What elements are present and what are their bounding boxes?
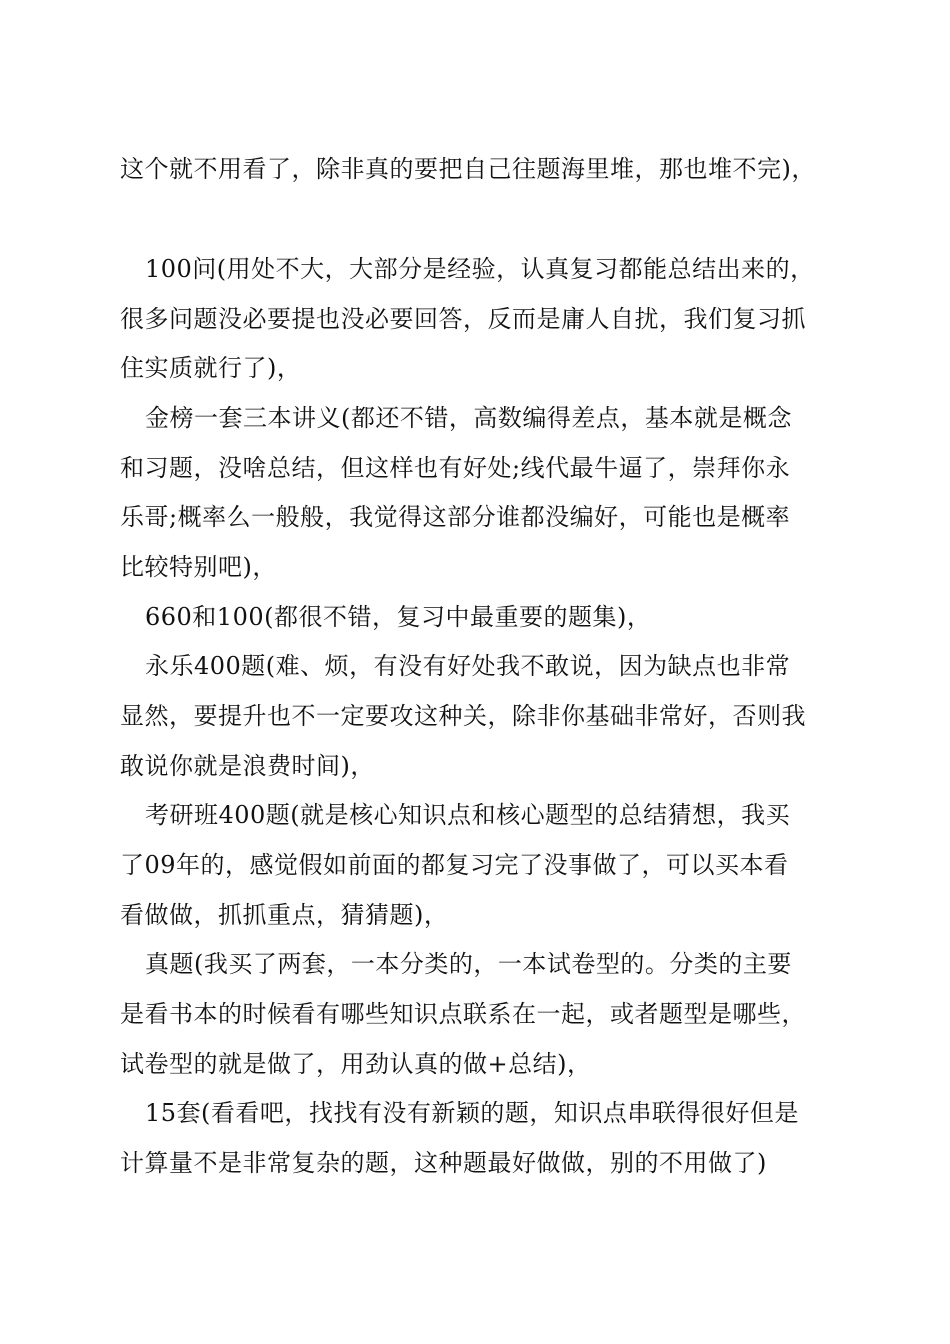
text-line: 计算量不是非常复杂的题，这种题最好做做，别的不用做了) xyxy=(120,1149,767,1177)
text-line: 住实质就行了)， xyxy=(120,354,302,382)
text-line: 乐哥;概率么一般般，我觉得这部分谁都没编好，可能也是概率 xyxy=(120,503,791,531)
text-line: 660和100(都很不错，复习中最重要的题集)， xyxy=(145,603,652,631)
text-line: 显然，要提升也不一定要攻这种关，除非你基础非常好，否则我 xyxy=(120,702,806,730)
text-line: 比较特别吧)， xyxy=(120,553,277,581)
text-line: 是看书本的时候看有哪些知识点联系在一起，或者题型是哪些， xyxy=(120,1000,806,1028)
text-line: 看做做，抓抓重点，猜猜题)， xyxy=(120,901,449,929)
text-line: 15套(看看吧，找找有没有新颖的题，知识点串联得很好但是 xyxy=(145,1099,799,1127)
text-line: 和习题，没啥总结，但这样也有好处;线代最牛逼了，崇拜你永 xyxy=(120,454,791,482)
text-line: 很多问题没必要提也没必要回答，反而是庸人自扰，我们复习抓 xyxy=(120,305,806,333)
text-line: 了09年的，感觉假如前面的都复习完了没事做了，可以买本看 xyxy=(120,851,789,879)
text-line: 敢说你就是浪费时间)， xyxy=(120,752,375,780)
text-line: 100问(用处不大，大部分是经验，认真复习都能总结出来的， xyxy=(145,255,815,283)
text-line: 试卷型的就是做了，用劲认真的做+总结)， xyxy=(120,1050,592,1078)
text-line: 考研班400题(就是核心知识点和核心题型的总结猜想，我买 xyxy=(145,801,791,829)
text-line: 金榜一套三本讲义(都还不错，高数编得差点，基本就是概念 xyxy=(145,404,792,432)
text-line: 这个就不用看了，除非真的要把自己往题海里堆，那也堆不完)， xyxy=(120,155,816,183)
text-line: 永乐400题(难、烦，有没有好处我不敢说，因为缺点也非常 xyxy=(145,652,791,680)
text-line: 真题(我买了两套，一本分类的，一本试卷型的。分类的主要 xyxy=(145,950,792,978)
